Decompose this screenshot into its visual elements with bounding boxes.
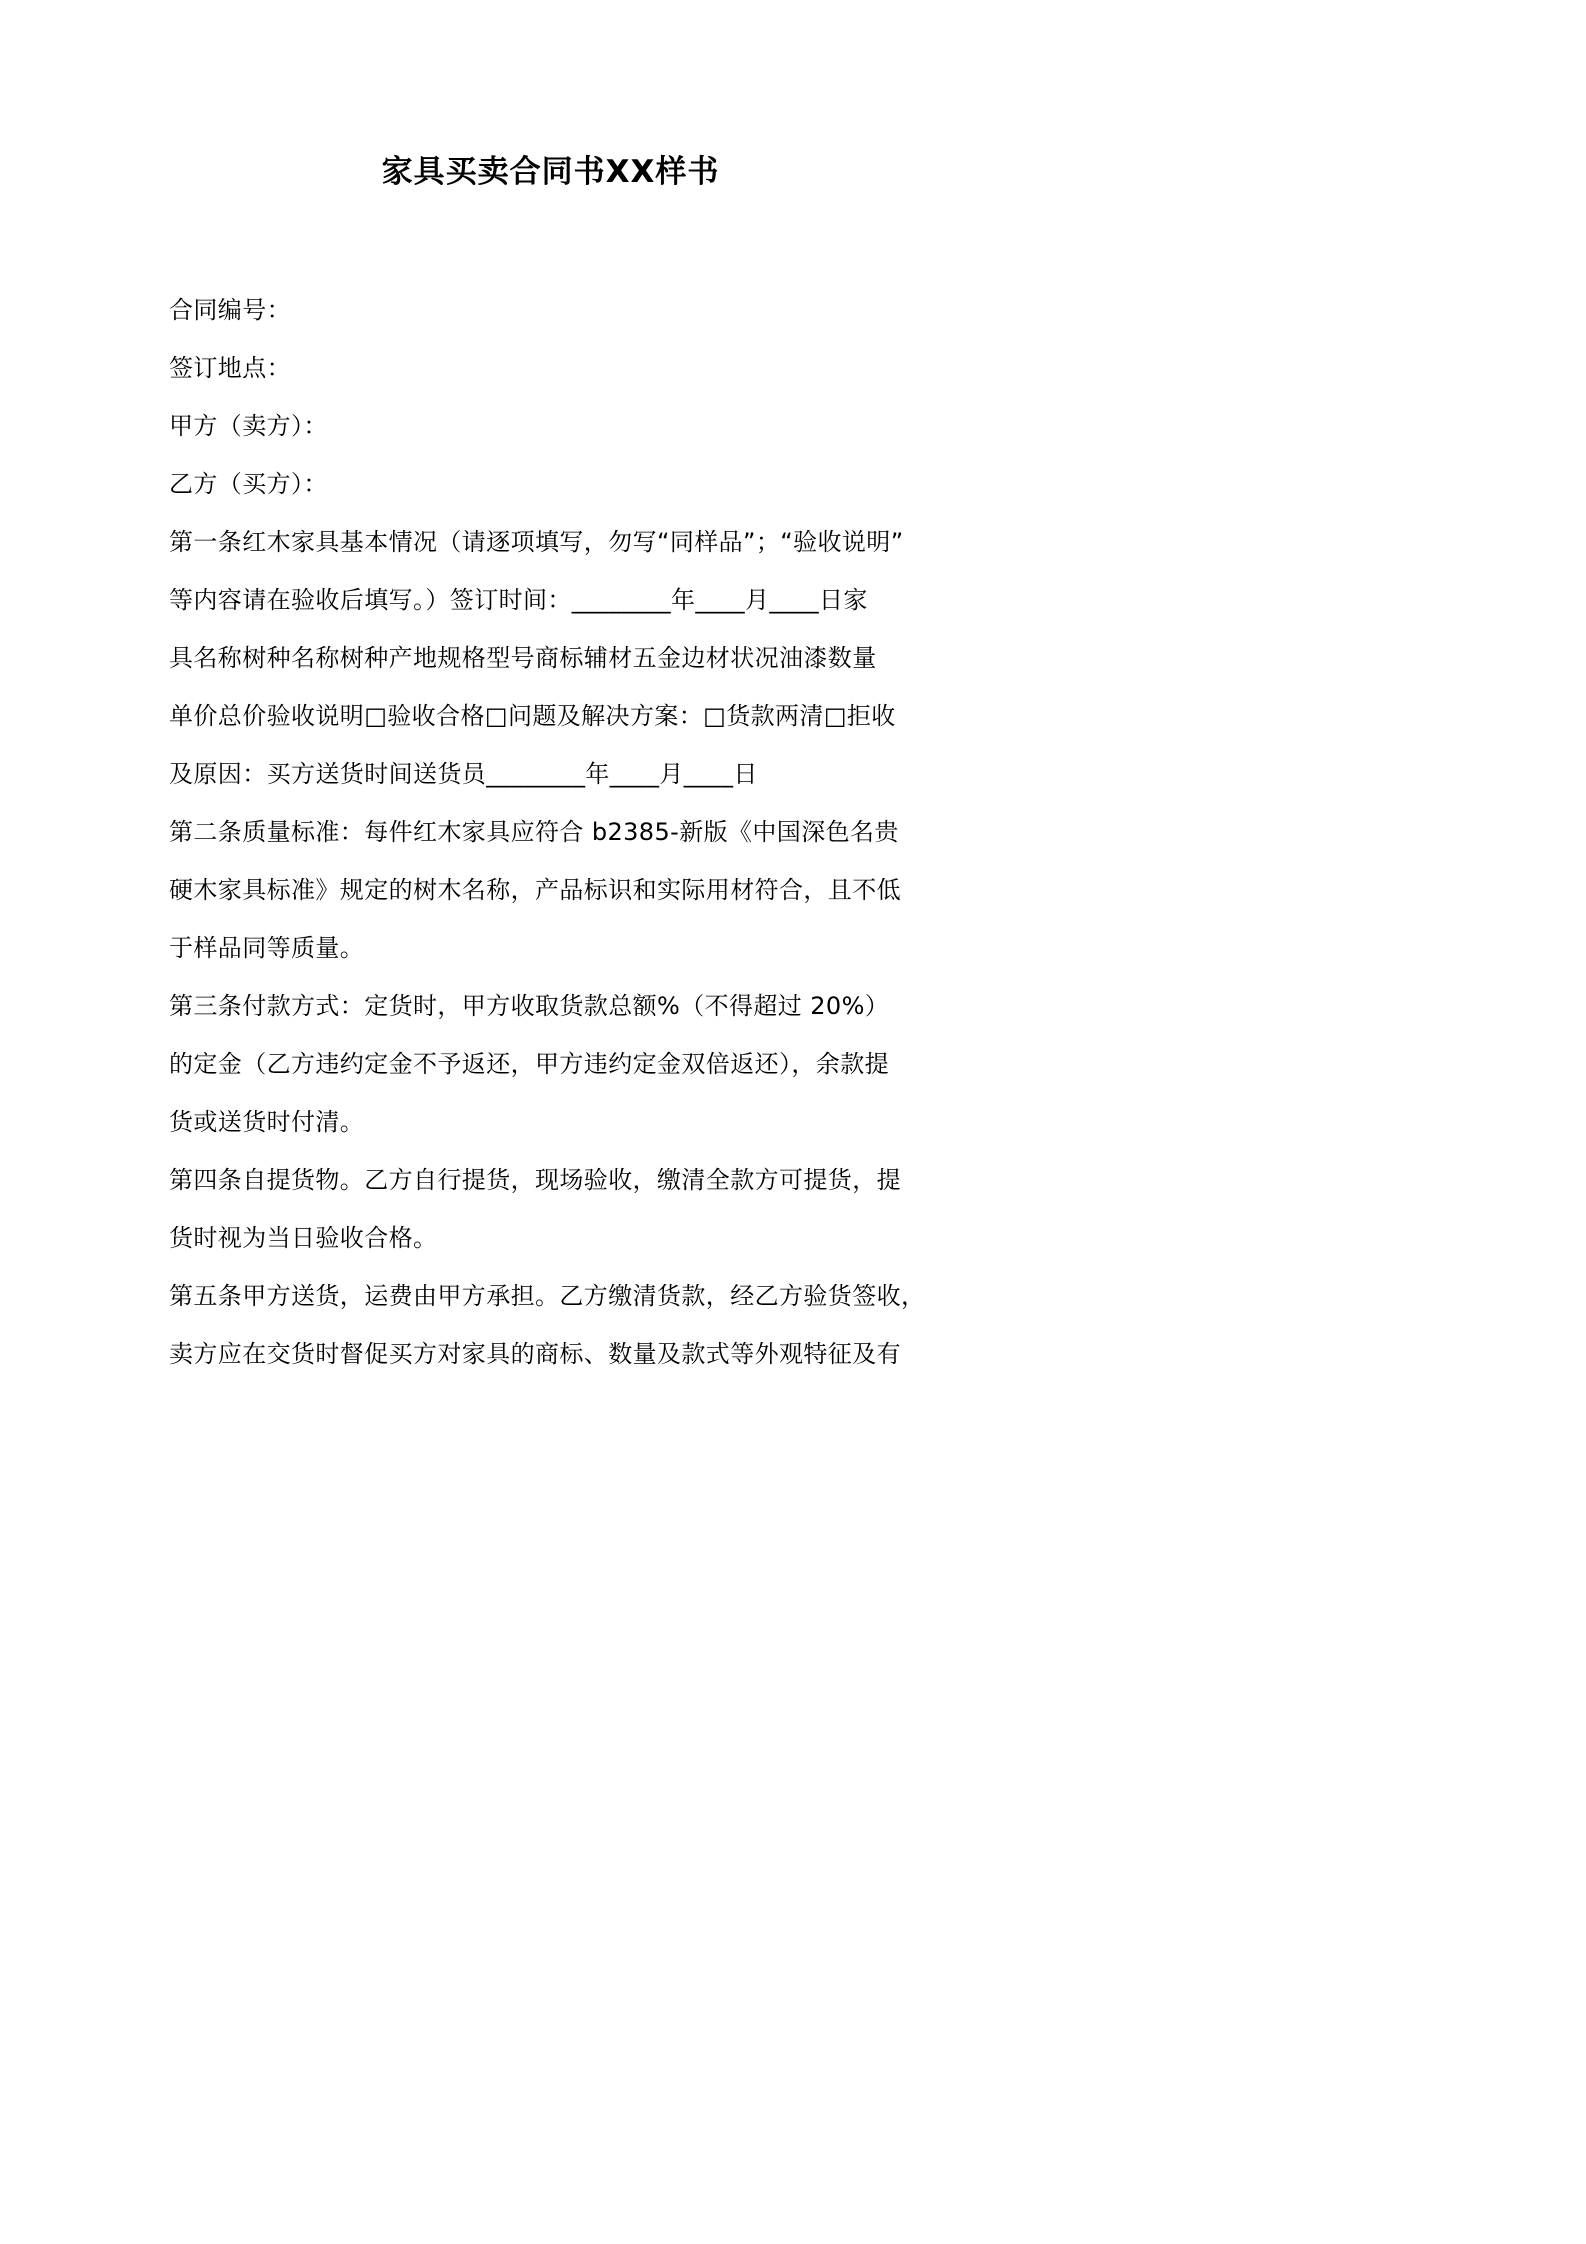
- article-1-line-5: 及原因：买方送货时间送货员________年____月____日: [169, 760, 758, 788]
- article-1-line-3: 具名称树种名称树种产地规格型号商标辅材五金边材状况油漆数量: [169, 644, 877, 672]
- article-2-line-2: 硬木家具标准》规定的树木名称，产品标识和实际用材符合，且不低: [169, 876, 901, 904]
- article-4-line-1: 第四条自提货物。乙方自行提货，现场验收，缴清全款方可提货，提: [169, 1166, 901, 1194]
- article-1-line-4: 单价总价验收说明□验收合格□问题及解决方案：□货款两清□拒收: [169, 702, 896, 730]
- article-3-line-2: 的定金（乙方违约定金不予返还，甲方违约定金双倍返还），余款提: [169, 1050, 889, 1078]
- article-1-line-1: 第一条红木家具基本情况（请逐项填写，勿写“同样品”；“验收说明”: [169, 528, 904, 556]
- article-5-line-2: 卖方应在交货时督促买方对家具的商标、数量及款式等外观特征及有: [169, 1340, 901, 1368]
- article-2-line-1: 第二条质量标准：每件红木家具应符合 b2385-新版《中国深色名贵: [169, 818, 899, 846]
- article-3-line-1: 第三条付款方式：定货时，甲方收取货款总额%（不得超过 20%）: [169, 992, 890, 1020]
- article-4-line-2: 货时视为当日验收合格。: [169, 1224, 438, 1252]
- document-body: [169, 281, 949, 1383]
- document-title: 家具买卖合同书XX样书: [381, 154, 720, 190]
- article-2-line-3: 于样品同等质量。: [169, 934, 365, 962]
- document-page: [0, 0, 1101, 1558]
- contract-number-line: 合同编号：: [169, 296, 291, 324]
- signing-place-line: 签订地点：: [169, 354, 291, 382]
- party-b-line: 乙方（买方）：: [169, 470, 328, 498]
- article-3-line-3: 货或送货时付清。: [169, 1108, 365, 1136]
- party-a-line: 甲方（卖方）：: [169, 412, 328, 440]
- article-1-line-2: 等内容请在验收后填写。）签订时间：________年____月____日家: [169, 586, 868, 614]
- article-5-line-1: 第五条甲方送货，运费由甲方承担。乙方缴清货款，经乙方验货签收，: [169, 1282, 926, 1310]
